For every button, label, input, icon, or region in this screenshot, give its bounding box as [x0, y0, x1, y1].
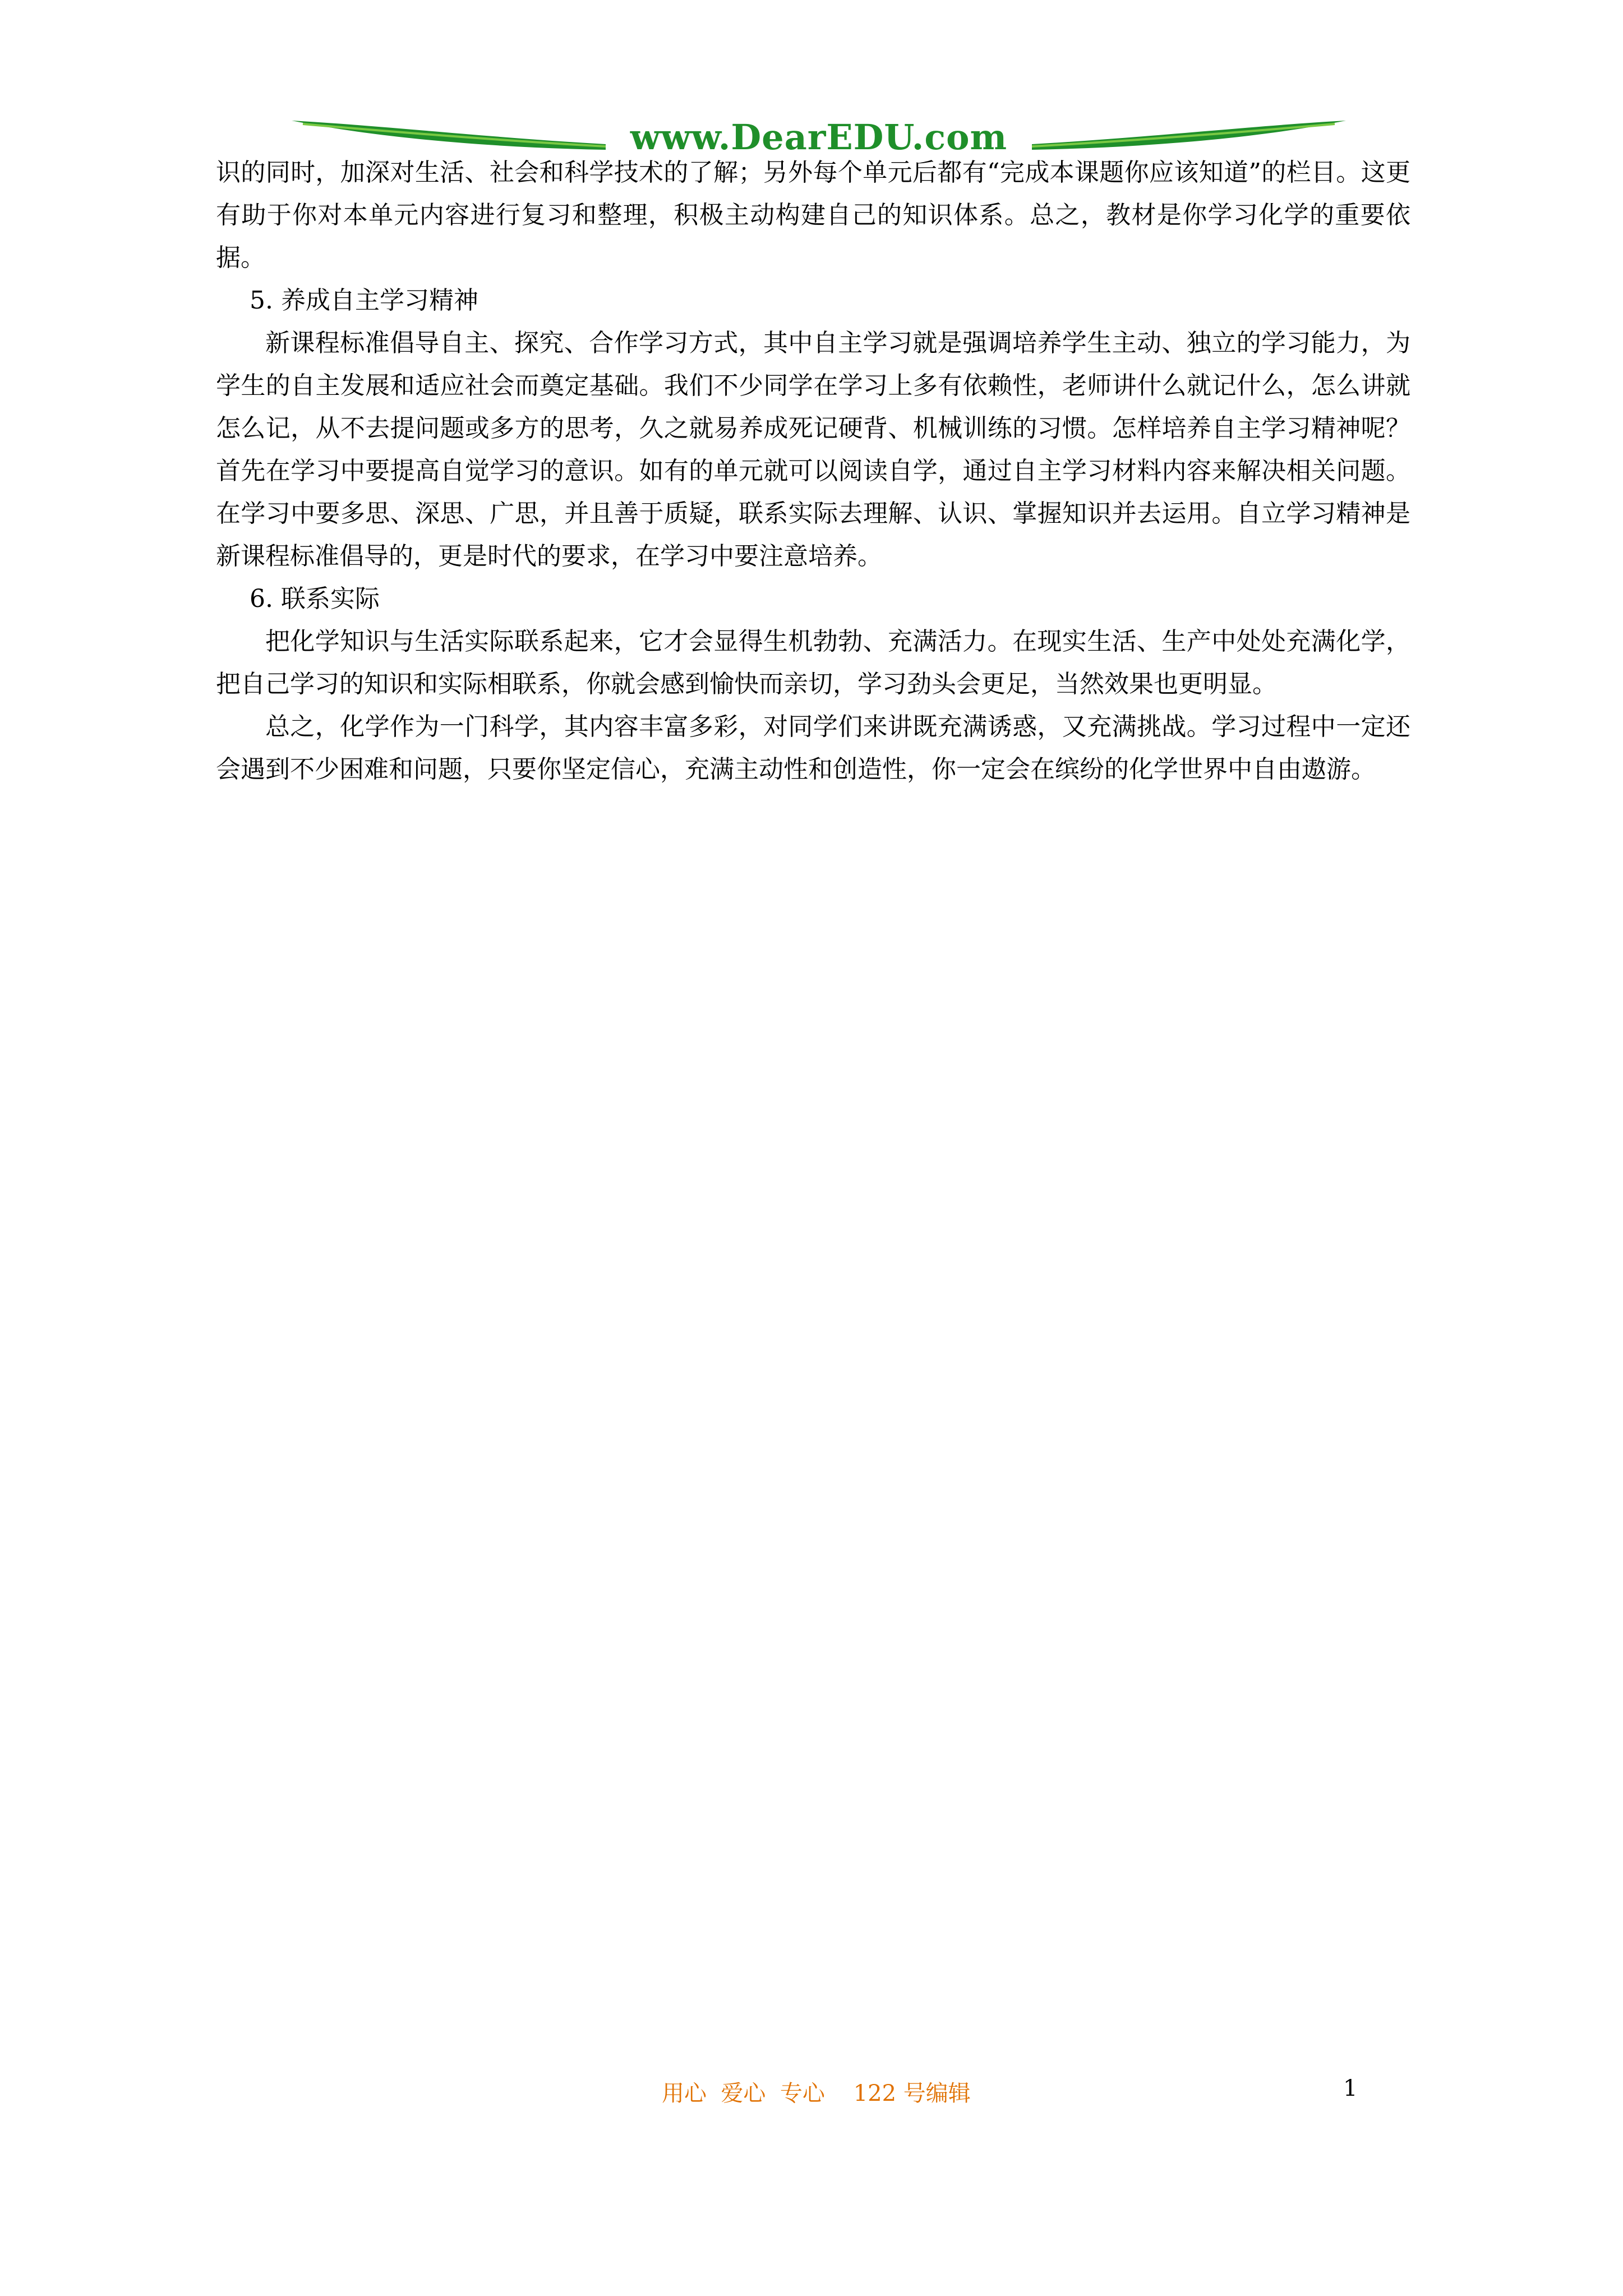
- page-number: 1: [1343, 2076, 1358, 2101]
- paragraph: 新课程标准倡导自主、探究、合作学习方式，其中自主学习就是强调培养学生主动、独立的学习能力，为学生的自主发展和适应社会而奠定基础。我们不少同学在学习上多有依赖性，老师讲什么就记什么，怎么讲就怎么记，从不去提问题或多方的思考，久之就易养成死记硬背、机械训练的习惯。怎样培养自主学习精神呢？首先在学习中要提高自觉学习的意识。如有的单元就可以阅读自学，通过自主学习材料内容来解决相关问题。在学习中要多思、深思、广思，并且善于质疑，联系实际去理解、认识、掌握知识并去运用。自立学习精神是新课程标准倡导的，更是时代的要求，在学习中要注意培养。: [216, 329, 1410, 570]
- section-heading: 6. 联系实际: [250, 585, 380, 613]
- site-logo-text: www.DearEDU.com: [630, 117, 1008, 158]
- paragraph: 把化学知识与生活实际联系起来，它才会显得生机勃勃、充满活力。在现实生活、生产中处处充满化学，把自己学习的知识和实际相联系，你就会感到愉快而亲切，学习劲头会更足，当然效果也更明显。: [216, 627, 1410, 698]
- section-heading: 5. 养成自主学习精神: [250, 286, 478, 315]
- paragraph: 总之，化学作为一门科学，其内容丰富多彩，对同学们来讲既充满诱惑，又充满挑战。学习过程中一定还会遇到不少困难和问题，只要你坚定信心，充满主动性和创造性，你一定会在缤纷的化学世界中自由遨游。: [216, 712, 1410, 784]
- paragraph: 识的同时，加深对生活、社会和科学技术的了解；另外每个单元后都有“完成本课题你应该知道”的栏目。这更有助于你对本单元内容进行复习和整理，积极主动构建自己的知识体系。总之，教材是你学习化学的重要依据。: [216, 158, 1410, 272]
- document-body: [216, 151, 1410, 791]
- footer-credit: 用心 爱心 专心 122 号编辑: [662, 2081, 971, 2106]
